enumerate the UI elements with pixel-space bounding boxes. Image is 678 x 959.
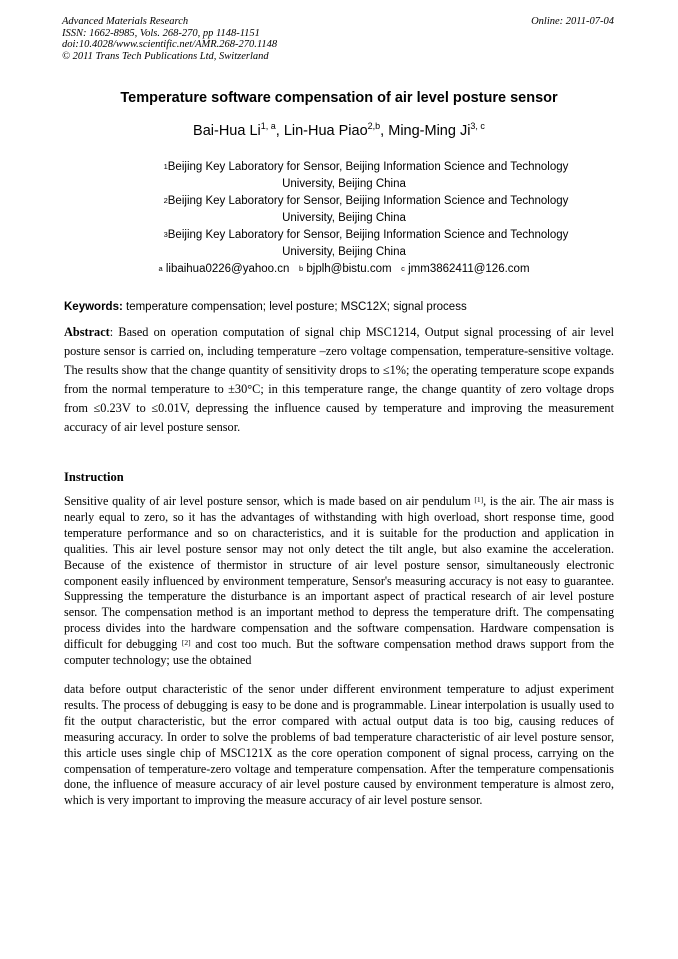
abstract-text: : Based on operation computation of signal chip MSC1214, Output signal processing of air level posture sensor is carried on, including temperature –zero voltage compensation, temperature-sensitive voltage. The results show that the change quantity of sensitivity drops to ≤1%; the operating temperature scope expands from the normal temperature to ±30°C; in this temperature range, the change quantity of zero voltage drops from ≤0.23V to ≤0.01V, depressing the influence caused by temperature and improving the measurement accuracy of air level posture sensor.: [64, 325, 614, 434]
abstract: [64, 323, 614, 437]
email-address[interactable]: jmm3862411@126.com: [408, 263, 530, 275]
email-list: [0, 261, 678, 278]
affiliation-line: Beijing Key Laboratory for Sensor, Beijing Information Science and Technology: [167, 161, 569, 173]
citation-1: [1]: [474, 495, 484, 504]
issn-line: ISSN: 1662-8985, Vols. 268-270, pp 1148-1151: [62, 27, 260, 39]
email-superscript: b: [299, 264, 304, 273]
author-superscript: 2,b: [367, 121, 381, 131]
online-date: Online: 2011-07-04: [531, 16, 614, 27]
paragraph-text: Sensitive quality of air level posture sensor, which is made based on air pendulum: [64, 494, 475, 508]
author-list: [0, 123, 678, 139]
abstract-label: Abstract: [64, 325, 110, 339]
paper-title: Temperature software compensation of air level posture sensor: [120, 90, 558, 106]
keywords: [64, 301, 467, 313]
keywords-label: Keywords:: [64, 301, 123, 313]
body-paragraph-2: data before output characteristic of the senor under different environment temperature to adjust experiment results. The process of debugging is easy to be done and is programmable. Linear interpolation is usually used to fit the output characteristic, but the error compared with actual output data is too big, causing reduces of measuring accuracy. In order to solve the problems of bad temperature characteristic of air level posture sensor, this article uses single chip of MSC121X as the core operation component of signal process, carrying on the compensation of temperature-zero voltage and temperature compensation. After the temperature compensationis done, the influence of measure accuracy of air level posture caused by environment temperature is almost zero, which is very important to improving the measure accuracy of air level posture sensor.: [64, 682, 614, 808]
affiliation-line: University, Beijing China: [282, 212, 406, 224]
author-name: Lin-Hua Piao: [283, 123, 368, 139]
paragraph-text: , is the air. The air mass is nearly equal to zero, so it has the advantages of withstanding with high overload, short response time, good temperature performance and so on characteristics, and it is suitable for the production and application in qualities. This air level posture sensor may not only detect the tilt angle, but also examine the acceleration. Because of the existence of thermistor in structure of air level posture sensor, simultaneously electronic component easily influenced by environment temperature, Sensor's measuring accuracy is not easy to guarantee. Suppressing the temperature the disturbance is an important aspect of practical research of air level posture sensor. The compensation method is an important method to depress the temperature drift. The compensating process divides into the hardware compensation and the software compensation. Hardware compensation is difficult for debugging: [64, 494, 614, 652]
affiliation-superscript: 1: [163, 162, 168, 171]
author-separator: ,: [275, 123, 284, 139]
author-name: Bai-Hua Li: [193, 123, 261, 139]
affiliation-3: [0, 227, 678, 261]
affiliation-superscript: 2: [163, 196, 168, 205]
author-superscript: 3, c: [470, 121, 485, 131]
email-address[interactable]: bjplh@bistu.com: [306, 263, 392, 275]
author-superscript: 1, a: [260, 121, 276, 131]
affiliation-1: [0, 159, 678, 193]
keywords-text: temperature compensation; level posture; MSC12X; signal process: [126, 301, 467, 313]
paragraph-text: and cost too much. But the software compensation method draws support from the computer technology; use the obtained: [64, 637, 614, 668]
affiliation-line: University, Beijing China: [282, 178, 406, 190]
body-paragraph-1: [64, 494, 614, 669]
affiliation-line: Beijing Key Laboratory for Sensor, Beijing Information Science and Technology: [167, 229, 569, 241]
journal-header: [62, 16, 277, 62]
affiliation-superscript: 3: [163, 230, 168, 239]
affiliation-2: [0, 193, 678, 227]
author-separator: ,: [380, 123, 389, 139]
affiliation-line: Beijing Key Laboratory for Sensor, Beijing Information Science and Technology: [167, 195, 569, 207]
affiliation-line: University, Beijing China: [282, 246, 406, 258]
email-address[interactable]: libaihua0226@yahoo.cn: [165, 263, 290, 275]
copyright-line: © 2011 Trans Tech Publications Ltd, Switzerland: [62, 50, 269, 62]
email-superscript: a: [158, 264, 163, 273]
citation-2: [2]: [181, 638, 191, 648]
doi-line: doi:10.4028/www.scientific.net/AMR.268-270.1148: [62, 39, 278, 50]
author-name: Ming-Ming Ji: [388, 123, 471, 139]
email-superscript: c: [401, 264, 405, 273]
section-heading: Instruction: [64, 470, 124, 484]
journal-name: Advanced Materials Research: [62, 16, 189, 27]
